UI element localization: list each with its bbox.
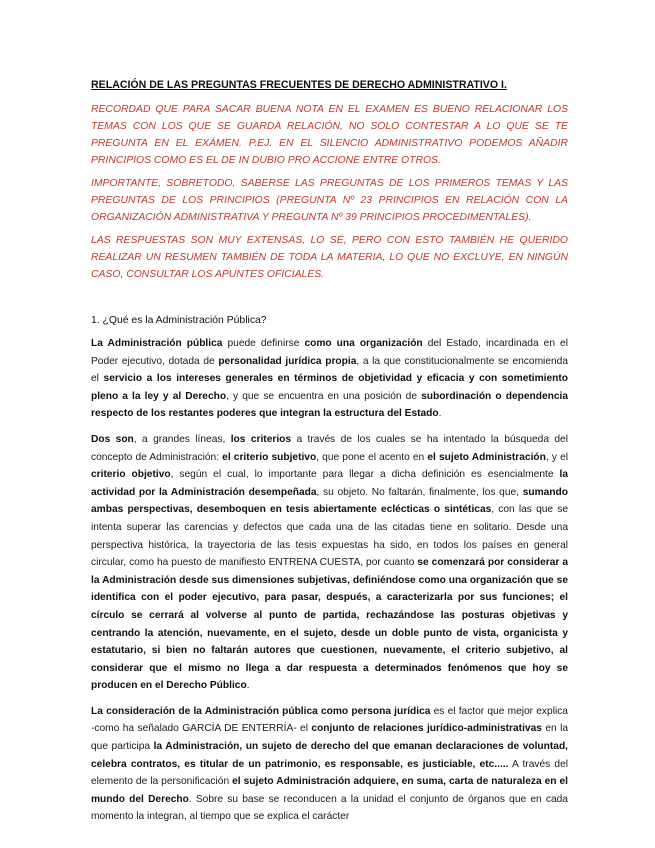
paragraph-legal-person — [91, 703, 568, 826]
text-run: del Estado, incardinada en el Poder ejecutivo, dotada de — [91, 338, 568, 367]
text-run: , con las que se intenta superar las carencias y defectos que cada una de las citadas tiene en solitario. Desde una perspectiva histórica, la trayectoria de las tesis expuestas ha sido, en todos los países en general circular, como ha puesto de manifiesto ENTRENA CUESTA, por cuanto — [91, 504, 568, 569]
text-run: . Sobre su base se reconducen a la unidad el conjunto de órganos que en cada momento la integran, al tiempo que se explica el carácter — [91, 793, 568, 823]
note-exam-advice: RECORDAD QUE PARA SACAR BUENA NOTA EN EL EXAMEN ES BUENO RELACIONAR LOS TEMAS CON LOS QUE SE GUARDA RELACIÓN, NO SOLO CONTESTAR A LO QUE SE TE PREGUNTA EN EL EXÁMEN. P.EJ. EN EL SILENCIO ADMINISTRATIVO PODEMOS AÑADIR PRINCIPIOS COMO ES EL DE IN DUBIO PRO ACCIONE ENTRE OTROS. — [91, 104, 568, 166]
text-run: a través de los cuales se ha intentado la búsqueda del concepto de Administración: — [91, 433, 568, 463]
text-run: , a grandes líneas, — [133, 433, 231, 445]
text-run: puede definirse — [222, 338, 305, 349]
bold-text-run: subordinación o dependencia respecto de los restantes poderes que integran la estructura del Estado — [91, 390, 568, 420]
bold-text-run: personalidad jurídica propia — [218, 355, 357, 367]
bold-text-run: los criterios — [230, 433, 292, 445]
bold-text-run: servicio a los intereses generales en términos de objetividad y eficacia y con sometimiento pleno a la ley y al Derecho — [91, 373, 568, 402]
bold-text-run: conjunto de relaciones jurídico-administrativas — [311, 723, 542, 735]
bold-text-run: la actividad por la Administración desempeñada — [91, 469, 568, 498]
text-run: , a la que constitucionalmente se encomienda el — [91, 355, 568, 385]
text-run: , según el cual, lo importante para llegar a dicha definición es esencialmente — [170, 469, 560, 481]
text-run: es el factor que mejor explica -como ha señalado GARCÍA DE ENTERRÍA- el — [91, 705, 568, 735]
bold-text-run: el sujeto Administración — [427, 451, 546, 463]
bold-text-run: sumando ambas perspectivas, desemboquen en tesis abiertamente eclécticas o sintéticas — [91, 486, 568, 516]
text-run: en la que participa — [91, 723, 569, 753]
text-run: . — [246, 680, 250, 692]
text-run: , su objeto. No faltarán, finalmente, los que, — [316, 486, 523, 498]
text-run: , que pone el acento en — [316, 451, 428, 463]
bold-text-run: La Administración pública — [91, 338, 223, 349]
text-run: . — [438, 408, 442, 420]
paragraph-criteria — [91, 431, 568, 695]
bold-text-run: Dos son — [91, 433, 134, 445]
text-run: A través del elemento de la personificación — [91, 758, 568, 788]
bold-text-run: el criterio subjetivo — [222, 451, 317, 463]
text-run: , y que se encuentra en una posición de — [226, 390, 422, 402]
bold-text-run: la Administración, un sujeto de derecho del que emanan declaraciones de voluntad, celebra contratos, es titular de un patrimonio, es responsable, es justiciable, etc..... — [91, 741, 568, 770]
bold-text-run: La consideración de la Administración pública como persona jurídica — [91, 705, 431, 717]
bold-text-run: el sujeto Administración adquiere, en suma, carta de naturaleza en el mundo del Derecho — [91, 776, 569, 805]
bold-text-run: criterio objetivo — [91, 469, 171, 481]
bold-text-run: se comenzará por considerar a la Administración desde sus dimensiones subjetivas, definiéndose como una organización que se identifica con el poder ejecutivo, para pasar, después, a caracterizarla por sus funciones; el círculo se cerrará al volverse al punto de partida, rechazándose las posturas objetivas y centrando la atención, nuevamente, en el sujeto, desde un doble punto de vista, organicista y estatutario, si bien no faltarán autores que cuestionen, nuevamente, el criterio subjetivo, al considerar que el mismo no llega a dar respuesta a determinados fenómenos que hoy se producen en el Derecho Público — [91, 557, 568, 692]
note-important: IMPORTANTE, SOBRETODO, SABERSE LAS PREGUNTAS DE LOS PRIMEROS TEMAS Y LAS PREGUNTAS DE LOS PRINCIPIOS (PREGUNTA Nº 23 PRINCIPIOS EN RELACIÓN CON LA ORGANIZACIÓN ADMINISTRATIVA Y PREGUNTA Nº 39 PRINCIPIOS PROCEDIMENTALES). — [91, 178, 568, 223]
bold-text-run: como una organización — [304, 338, 423, 349]
text-run: , y el — [545, 451, 569, 463]
note-extensive-answers: LAS RESPUESTAS SON MUY EXTENSAS, LO SÉ, PERO CON ESTO TAMBIÉN HE QUERIDO REALIZAR UN RESUMEN TAMBIÉN DE TODA LA MATERIA, LO QUE NO EXCLUYE, EN NINGÚN CASO, CONSULTAR LOS APUNTES OFICIALES. — [91, 235, 568, 280]
document-title: RELACIÓN DE LAS PREGUNTAS FRECUENTES DE DERECHO ADMINISTRATIVO I. — [91, 79, 507, 91]
question-heading: 1. ¿Qué es la Administración Pública? — [91, 315, 267, 326]
paragraph-definition — [91, 335, 568, 423]
